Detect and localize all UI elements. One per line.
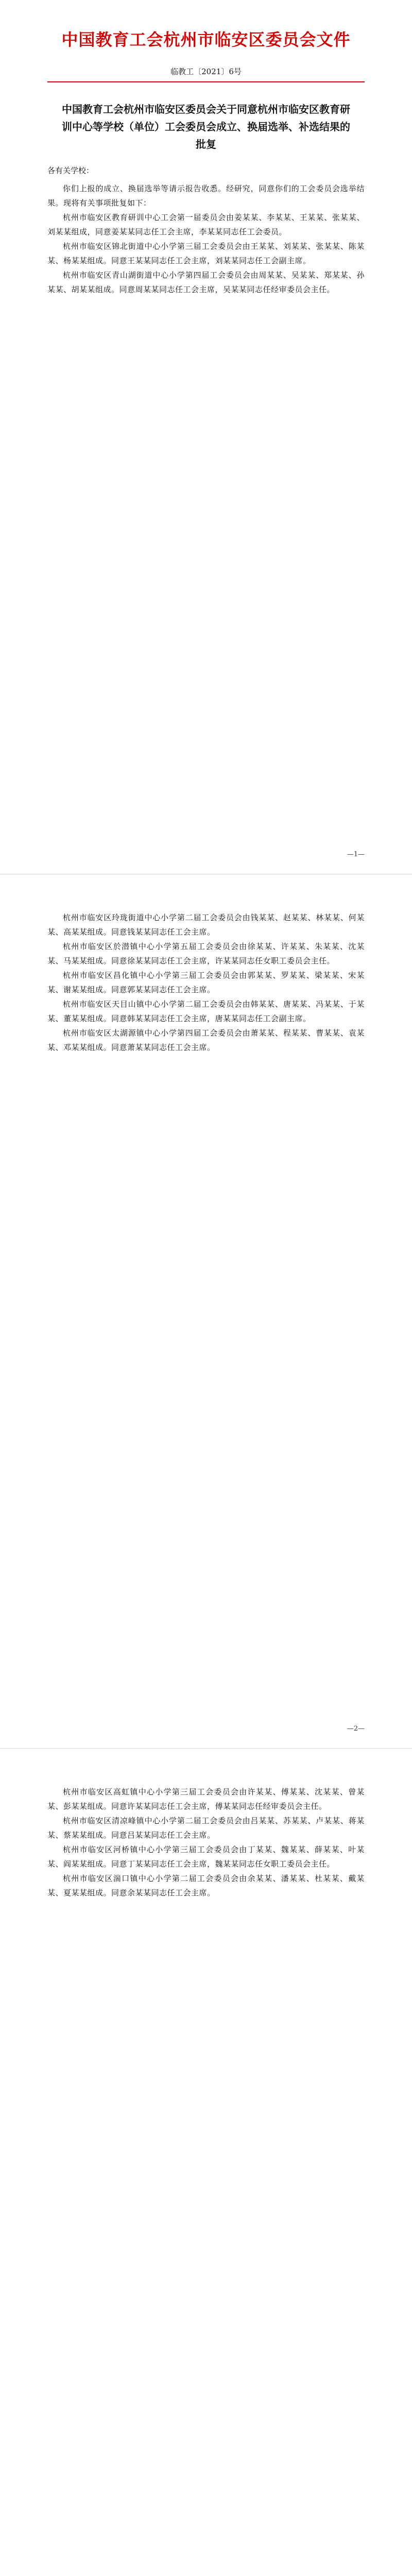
paragraph: 杭州市临安区清凉峰镇中心小学第二届工会委员会由吕某某、苏某某、卢某某、蒋某某、蔡某某组成。同意吕某某同志任工会主席。: [47, 1816, 365, 1840]
paragraph: 杭州市临安区河桥镇中心小学第三届工会委员会由丁某某、魏某某、薛某某、叶某某、阎某某组成。同意丁某某同志任工会主席，魏某某同志任女职工委员会主任。: [47, 1845, 365, 1869]
paragraph: 杭州市临安区湍口镇中心小学第二届工会委员会由余某某、潘某某、杜某某、戴某某、夏某某组成。同意余某某同志任工会主席。: [47, 1874, 365, 1897]
paragraph: 杭州市临安区於潜镇中心小学第五届工会委员会由徐某某、许某某、朱某某、沈某某、马某某组成。同意徐某某同志任工会主席，许某某同志任女职工委员会主任。: [47, 942, 365, 965]
document-number: 临教工〔2021〕6号: [170, 67, 242, 76]
page-1: [0, 0, 412, 874]
salutation: 各有关学校：: [47, 166, 94, 175]
page-3: [0, 1749, 412, 2576]
paragraph: 杭州市临安区太湖源镇中心小学第四届工会委员会由萧某某、程某某、曹某某、袁某某、邓某某组成。同意萧某某同志任工会主席。: [47, 1028, 365, 1052]
paragraph: 杭州市临安区天目山镇中心小学第二届工会委员会由韩某某、唐某某、冯某某、于某某、董某某组成。同意韩某某同志任工会主席，唐某某同志任工会副主席。: [47, 999, 365, 1023]
paragraph: 杭州市临安区锦北街道中心小学第三届工会委员会由王某某、刘某某、张某某、陈某某、杨某某组成。同意王某某同志任工会主席，刘某某同志任工会副主席。: [47, 242, 365, 265]
page-2-body: [47, 910, 365, 1055]
document-title: 中国教育工会杭州市临安区委员会关于同意杭州市临安区教育研训中心等学校（单位）工会委员会成立、换届选举、补选结果的批复: [62, 103, 350, 150]
page-1-body: [47, 181, 365, 297]
red-divider-line: [47, 81, 365, 82]
paragraph: 你们上报的成立、换届选举等请示报告收悉。经研究，同意你们的工会委员会选举结果。现将有关事项批复如下：: [47, 184, 365, 208]
paragraph: 杭州市临安区青山湖街道中心小学第四届工会委员会由周某某、吴某某、郑某某、孙某某、胡某某组成。同意周某某同志任工会主席，吴某某同志任经审委员会主任。: [47, 270, 365, 294]
page-number: —2—: [347, 1725, 365, 1733]
paragraph: 杭州市临安区玲珑街道中心小学第二届工会委员会由钱某某、赵某某、林某某、何某某、高某某组成。同意钱某某同志任工会主席。: [47, 913, 365, 937]
paragraph: 杭州市临安区教育研训中心工会第一届委员会由姜某某、李某某、王某某、张某某、刘某某组成，同意姜某某同志任工会主席，李某某同志任工会委员。: [47, 213, 365, 236]
page-3-body: [47, 1785, 365, 1900]
paragraph: 杭州市临安区高虹镇中心小学第三届工会委员会由许某某、傅某某、沈某某、曾某某、彭某某组成。同意许某某同志任工会主席，傅某某同志任经审委员会主任。: [47, 1787, 365, 1811]
document-red-header: 中国教育工会杭州市临安区委员会文件: [61, 30, 351, 49]
paragraph: 杭州市临安区昌化镇中心小学第三届工会委员会由郭某某、罗某某、梁某某、宋某某、谢某某组成。同意郭某某同志任工会主席。: [47, 971, 365, 994]
page-number: —1—: [347, 851, 365, 858]
page-2: [0, 874, 412, 1748]
